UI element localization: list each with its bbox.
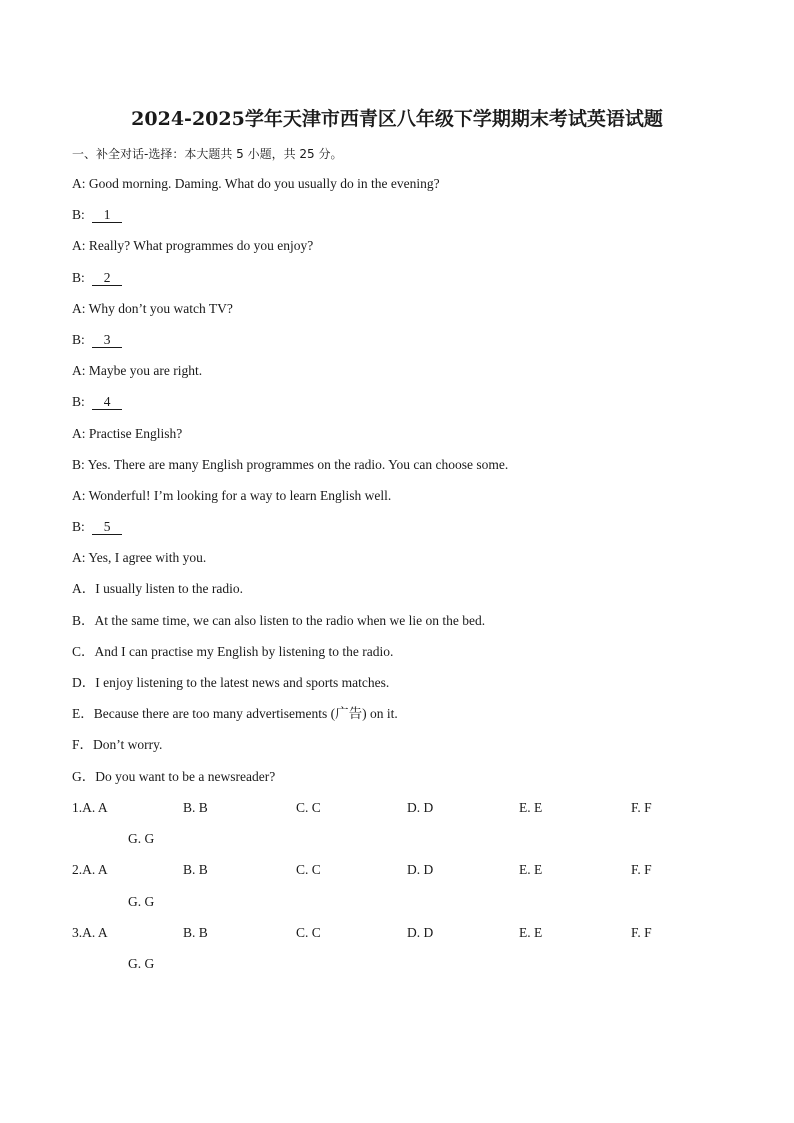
dialog-line <box>72 515 732 546</box>
option-text: Don’t worry. <box>93 737 163 753</box>
dialog-line <box>72 484 732 515</box>
option-line <box>72 671 732 702</box>
speaker-label: A: <box>72 238 86 254</box>
question-1-choice-a[interactable] <box>72 796 108 820</box>
dialog-line <box>72 297 732 328</box>
question-2-choice-e[interactable]: E. E <box>519 862 543 878</box>
speaker-label: B: <box>72 456 85 472</box>
speaker-label: A: <box>72 300 86 316</box>
option-line <box>72 609 732 640</box>
option-line <box>72 640 732 671</box>
question-1-choice-g[interactable]: G. G <box>128 831 155 847</box>
speaker-label: A: <box>72 425 86 441</box>
option-line <box>72 577 732 608</box>
option-label: A． <box>72 581 96 597</box>
dialog-text: Yes, I agree with you. <box>88 550 207 566</box>
option-label: D． <box>72 675 96 690</box>
question-row-continued <box>72 827 732 858</box>
question-2-choice-c[interactable]: C. C <box>296 862 321 878</box>
option-label: G． <box>72 768 96 784</box>
option-line <box>72 733 732 764</box>
dialog-text: Practise English? <box>88 425 183 441</box>
speaker-label: B: <box>72 269 85 285</box>
question-1-choice-d[interactable]: D. D <box>407 800 434 815</box>
question-row <box>72 921 732 952</box>
speaker-label: B: <box>72 331 85 347</box>
answer-blank: 2 <box>92 271 122 286</box>
choice-label: A. A <box>82 862 108 878</box>
dialog-line <box>72 172 732 203</box>
option-label: E． <box>72 706 94 722</box>
dialog-text: Good morning. Daming. What do you usually do in the evening? <box>88 176 440 191</box>
question-1-choice-b[interactable]: B. B <box>183 800 208 815</box>
question-list <box>72 796 732 983</box>
page-title: 2024-2025学年天津市西青区八年级下学期期末考试英语试题 <box>131 108 663 130</box>
dialog <box>72 172 732 796</box>
speaker-label: A: <box>72 363 86 379</box>
answer-blank: 5 <box>92 520 122 535</box>
question-2-choice-g[interactable]: G. G <box>128 893 155 909</box>
question-3-choice-g[interactable]: G. G <box>128 955 155 971</box>
option-text: I enjoy listening to the latest news and sports matches. <box>95 675 390 690</box>
dialog-line <box>72 266 732 297</box>
question-3-choice-d[interactable]: D. D <box>407 924 434 940</box>
dialog-line <box>72 203 732 234</box>
option-text: And I can practise my English by listening to the radio. <box>94 643 394 659</box>
option-line <box>72 702 732 733</box>
question-2-choice-b[interactable]: B. B <box>183 862 208 878</box>
option-text: Because there are too many advertisements (广告) on it. <box>93 706 398 722</box>
question-number: 3. <box>72 924 83 940</box>
option-text: I usually listen to the radio. <box>95 581 243 597</box>
dialog-text: Yes. There are many English programmes on the radio. You can choose some. <box>87 456 509 472</box>
option-text: Do you want to be a newsreader? <box>95 768 276 784</box>
question-3-choice-b[interactable]: B. B <box>183 924 208 940</box>
dialog-text: Maybe you are right. <box>88 363 203 379</box>
question-3-choice-a[interactable] <box>72 921 108 945</box>
answer-blank: 3 <box>92 333 122 348</box>
dialog-line <box>72 453 732 484</box>
question-1-choice-c[interactable]: C. C <box>296 800 321 815</box>
speaker-label: A: <box>72 550 86 566</box>
question-number: 2. <box>72 862 83 878</box>
speaker-label: B: <box>72 394 85 410</box>
question-2-choice-a[interactable] <box>72 858 108 882</box>
speaker-label: A: <box>72 487 86 503</box>
speaker-label: B: <box>72 519 85 535</box>
dialog-text: Why don’t you watch TV? <box>88 300 233 316</box>
dialog-line <box>72 328 732 359</box>
question-number: 1. <box>72 800 83 815</box>
dialog-text: Wonderful! I’m looking for a way to learn English well. <box>88 487 392 503</box>
answer-blank: 4 <box>92 395 122 410</box>
speaker-label: A: <box>72 176 86 191</box>
question-row <box>72 858 732 889</box>
dialog-line <box>72 234 732 265</box>
dialog-line <box>72 546 732 577</box>
question-row-continued <box>72 890 732 921</box>
question-row <box>72 796 732 827</box>
option-text: At the same time, we can also listen to the radio when we lie on the bed. <box>94 612 486 628</box>
question-3-choice-f[interactable]: F. F <box>631 924 652 940</box>
section-heading: 一、补全对话-选择：本大题共 5 小题，共 25 分。 <box>72 147 343 161</box>
dialog-line <box>72 359 732 390</box>
dialog-text: Really? What programmes do you enjoy? <box>88 238 314 254</box>
choice-label: A. A <box>82 800 108 815</box>
question-1-choice-f[interactable]: F. F <box>631 800 652 815</box>
question-3-choice-c[interactable]: C. C <box>296 924 321 940</box>
option-label: B． <box>72 612 95 628</box>
choice-label: A. A <box>82 924 108 940</box>
question-2-choice-d[interactable]: D. D <box>407 862 434 878</box>
option-label: F． <box>72 737 94 753</box>
speaker-label: B: <box>72 207 85 223</box>
option-line <box>72 765 732 796</box>
question-3-choice-e[interactable]: E. E <box>519 924 543 940</box>
question-1-choice-e[interactable]: E. E <box>519 800 543 815</box>
answer-blank: 1 <box>92 208 122 223</box>
dialog-line <box>72 422 732 453</box>
dialog-line <box>72 390 732 421</box>
option-label: C． <box>72 643 95 659</box>
question-row-continued <box>72 952 732 983</box>
question-2-choice-f[interactable]: F. F <box>631 862 652 878</box>
